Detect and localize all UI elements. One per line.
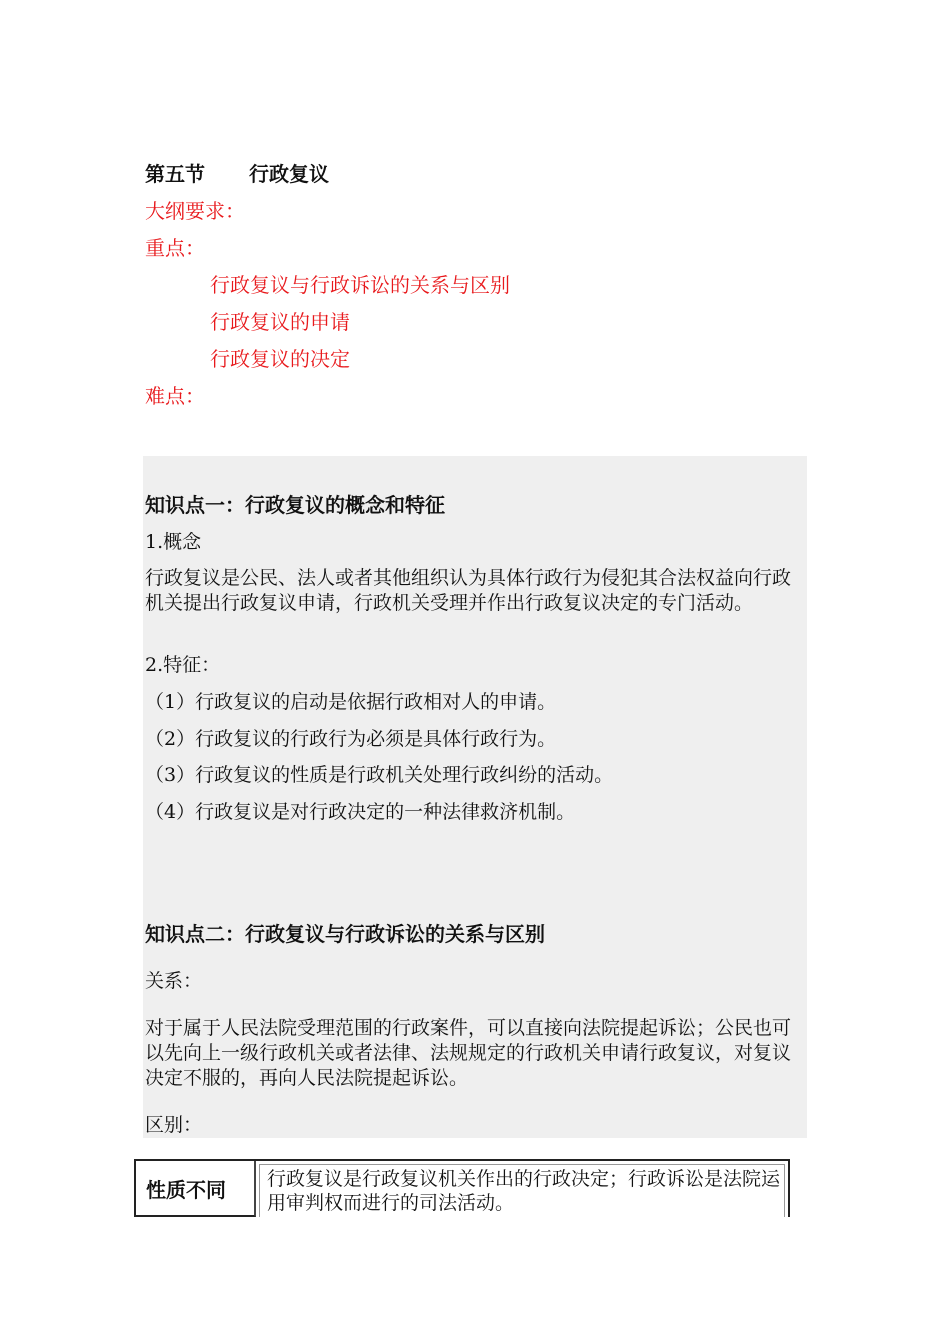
kp1-concept-text: 行政复议是公民、法人或者其他组织认为具体行政行为侵犯其合法权益向行政机关提出行政复议申请，行政机关受理并作出行政复议决定的专门活动。	[145, 567, 792, 614]
section-number: 第五节	[145, 162, 205, 186]
kp1-features-label: 2.特征：	[145, 654, 221, 676]
kp2-heading: 知识点二：行政复议与行政诉讼的关系与区别	[145, 922, 545, 946]
kp1-heading: 知识点一：行政复议的概念和特征	[145, 493, 445, 517]
section-title	[145, 160, 329, 188]
kp2-relation-label: 关系：	[145, 970, 203, 992]
kp1-feature-item: （2）行政复议的行政行为必须是具体行政行为。	[145, 728, 557, 750]
kp2-difference-label: 区别：	[145, 1114, 203, 1136]
difficult-points-label: 难点：	[145, 384, 205, 408]
kp1-feature-item: （1）行政复议的启动是依据行政相对人的申请。	[145, 691, 557, 713]
table-row-text: 行政复议是行政复议机关作出的行政决定；行政诉讼是法院运用审判权而进行的司法活动。	[259, 1164, 785, 1217]
kp1-feature-item: （3）行政复议的性质是行政机关处理行政纠纷的活动。	[145, 764, 614, 786]
kp1-feature-item: （4）行政复议是对行政决定的一种法律救济机制。	[145, 801, 576, 823]
kp2-relation-text: 对于属于人民法院受理范围的行政案件，可以直接向法院提起诉讼；公民也可以先向上一级行政机关或者法律、法规规定的行政机关申请行政复议，对复议决定不服的，再向人民法院提起诉讼。	[145, 1017, 792, 1089]
kp1-concept-label: 1.概念	[145, 531, 202, 553]
table-row-label: 性质不同	[136, 1161, 256, 1217]
key-point-item: 行政复议与行政诉讼的关系与区别	[210, 273, 510, 297]
knowledge-panel	[143, 456, 807, 1138]
key-points-label: 重点：	[145, 236, 205, 260]
difference-table	[134, 1159, 790, 1217]
outline-label: 大纲要求：	[145, 199, 245, 223]
key-point-item: 行政复议的申请	[210, 310, 350, 334]
key-point-item: 行政复议的决定	[210, 347, 350, 371]
section-title-text: 行政复议	[249, 162, 329, 186]
